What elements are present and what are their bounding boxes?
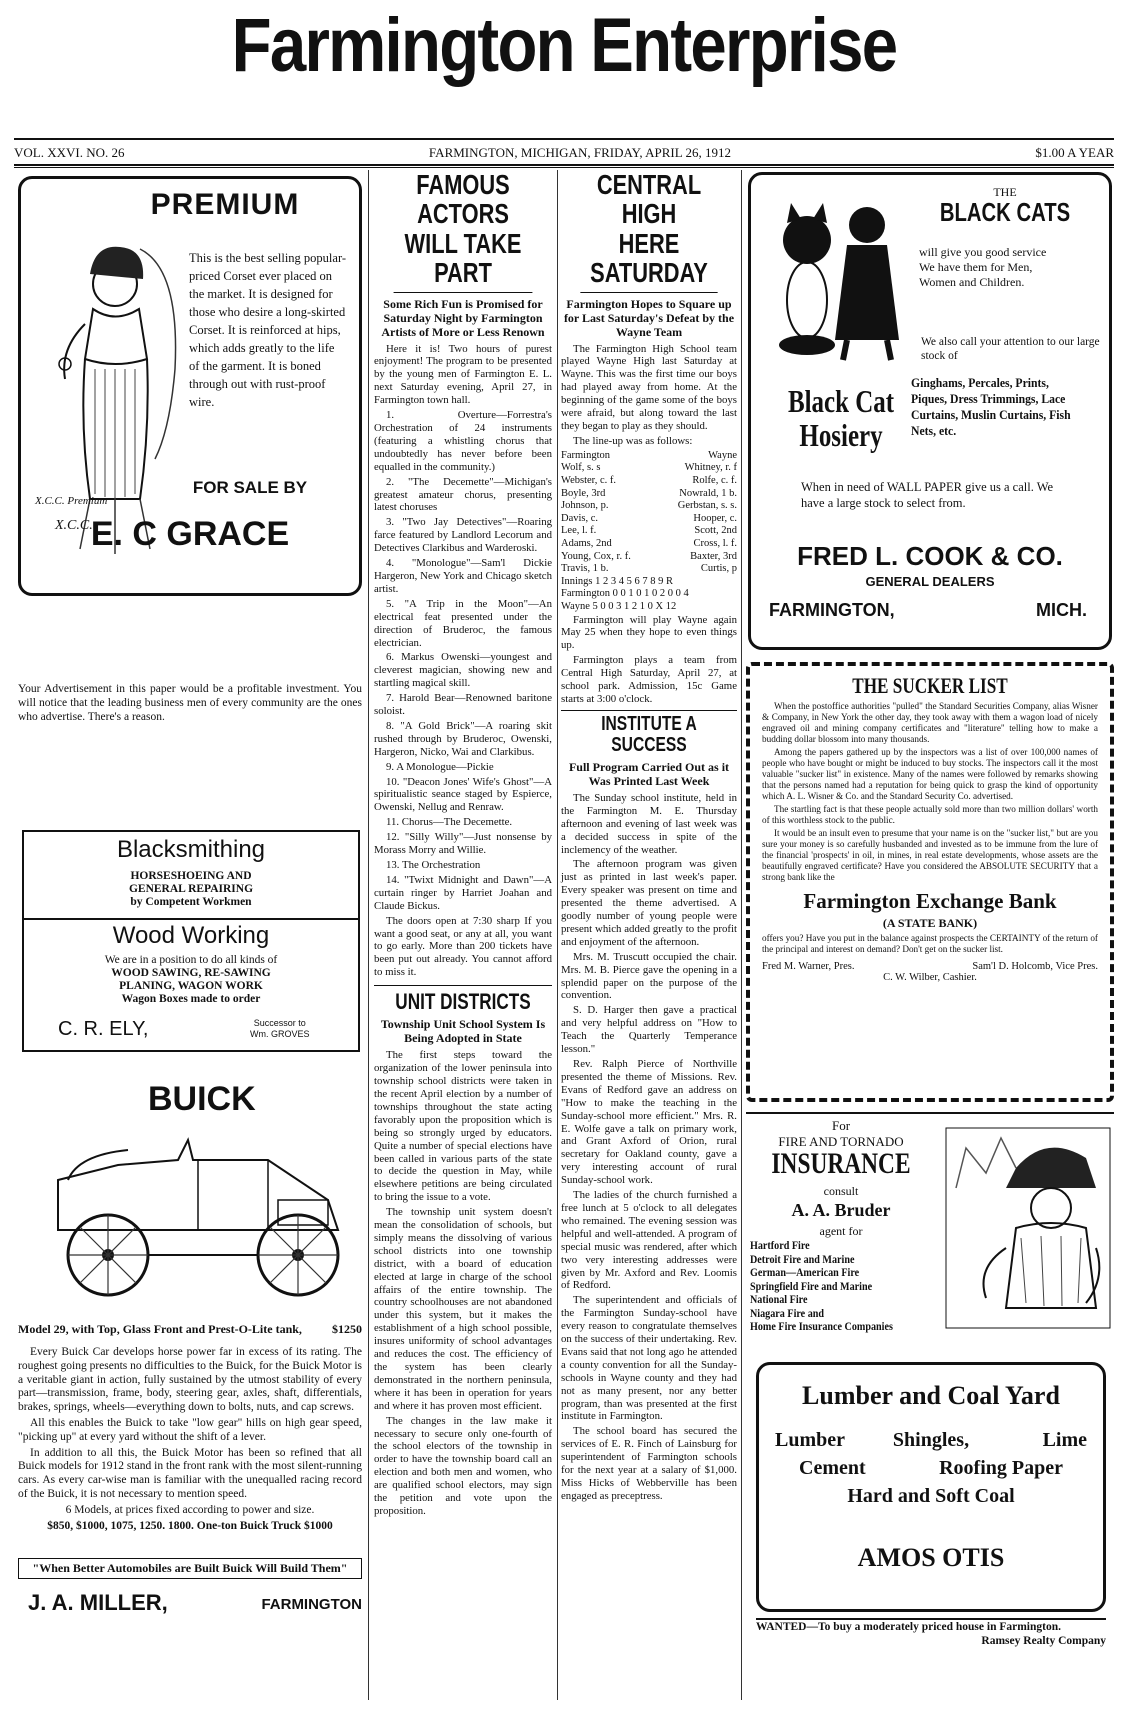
program-item: The doors open at 7:30 sharp If you want a good seat, or any at all, you want to go early. More than 200 tickets have been put out already. You cannot afford to miss it.: [374, 914, 552, 979]
actors-intro: Here it is! Two hours of purest enjoyment! The program to be presented by the young men of Farmington E. L. next Saturday evening, April 27, in Farmington town hall.: [374, 342, 552, 407]
buick-paragraph: In addition to all this, the Buick Motor has been so refined that all Buick models for 1912 stand in the front rank with the most silent-running cars. As every car-wise man is familiar with the unequalled racing record of the Buick, it is not necessary to mention speed.: [18, 1446, 362, 1500]
program-item: 2. "The Decemette"—Michigan's greatest amateur chorus, presenting latest choruses: [374, 475, 552, 514]
black-cats-intro: [919, 245, 1101, 290]
lineup-cell: Gerbstan, s. s.: [677, 500, 737, 512]
insurance-company: Home Fire Insurance Companies: [750, 1321, 893, 1333]
column-divider: [557, 170, 558, 1700]
buick-copy: [18, 1346, 362, 1535]
exchange-bank-sub: (A STATE BANK): [882, 916, 978, 931]
successor-note: [250, 1018, 310, 1040]
lumber-owner: AMOS OTIS: [857, 1543, 1005, 1572]
lumber-item-roofing: Roofing Paper: [939, 1457, 1063, 1479]
service-line: Wagon Boxes made to order: [121, 993, 261, 1005]
actors-headline: FAMOUS ACTORS: [416, 169, 510, 230]
sucker-paragraph: The startling fact is that these people actually sold more than two million dollars' worth of this worthless stock to the public.: [762, 804, 1098, 826]
corset-brand: X.C.C. Premium: [35, 495, 108, 507]
institute-paragraph: Mrs. M. Truscutt occupied the chair. Mrs. M. B. Pierce gave the opening in a splendid paper on the purpose of the convention.: [561, 950, 737, 1002]
divider: [24, 918, 358, 920]
insurance-for: For: [831, 1118, 851, 1133]
lineup-cell: Davis, c.: [561, 512, 599, 524]
program-item: 5. "A Trip in the Moon"—An electrical feat presented under the direction of Bruderoc, the famous electrician.: [374, 597, 552, 649]
blacksmith-owner: C. R. ELY,: [58, 1018, 149, 1040]
institute-paragraph: Rev. Ralph Pierce of Northville presented the theme of Missions. Rev. Evans of Redford gave an address on "How to make the teaching in the Sunday-school more efficient." Mrs. R. E. Wolfe gave a talk on primary work, and Grant Axford of Orion, rural secretary for Oakland county, gave a very interesting account of rural Sunday-school work.: [561, 1058, 737, 1187]
exchange-bank-name: Farmington Exchange Bank: [803, 889, 1057, 914]
program-item: 12. "Silly Willy"—Just nonsense by Morass Morry and Willie.: [374, 831, 552, 857]
column-divider: [741, 170, 742, 1700]
service-line: WOOD SAWING, RE-SAWING: [111, 967, 271, 979]
lumber-title: Lumber and Coal Yard: [802, 1381, 1060, 1410]
wanted-ad: [756, 1618, 1106, 1652]
black-cats-goods: Ginghams, Percales, Prints, Piques, Dress Trimmings, Lace Curtains, Muslin Curtains, Fish Nets, etc.: [911, 375, 1071, 438]
central-paragraph: Farmington plays a team from Central High Saturday, April 27, at school park. Admission, 15c Game starts at 3:00 o'clock.: [561, 654, 737, 705]
insurance-title: INSURANCE: [771, 1147, 911, 1180]
central-high-article: [561, 170, 737, 1630]
buick-car-illustration: [38, 1120, 358, 1310]
service-line: We are in a position to do all kinds of: [104, 954, 278, 966]
lineup-cell: Baxter, 3rd: [690, 550, 737, 562]
lineup-row: [561, 538, 737, 551]
institute-article: [561, 710, 737, 1503]
central-headline-2: HERE SATURDAY: [580, 229, 717, 293]
lineup-row: [561, 551, 737, 564]
model-description: Model 29, with Top, Glass Front and Prest-O-Lite tank,: [18, 1322, 302, 1336]
insurance-company: Springfield Fire and Marine: [750, 1280, 873, 1293]
sucker-paragraph: Among the papers gathered up by the inspectors was a list of over 100,000 names of people who have bought or might be induced to buy stocks. The inspectors call it the most valuable "sucker list" in existence. Many of the names were followed by remarks showing that the persons named had a reputation for being quick to grasp the kind of opportunity which A. L. Wisner & Co. and the Standard Security Co. advertised.: [762, 747, 1098, 802]
buick-town: FARMINGTON: [261, 1596, 362, 1613]
bank-vice-president: Sam'l D. Holcomb, Vice Pres.: [972, 961, 1098, 973]
insurance-company: National Fire: [750, 1294, 808, 1306]
lineup-cell: Adams, 2nd: [561, 537, 612, 549]
black-cats-stock: We also call your attention to our large stock of: [921, 336, 1100, 362]
lineup-cell: Curtis, p: [700, 563, 737, 575]
institute-headline: INSTITUTE A SUCCESS: [601, 712, 697, 756]
sucker-closing: offers you? Have you put in the balance against prospects the CERTAINTY of the return of the principal and interest on demand? Don't get on the sucker list.: [762, 933, 1098, 955]
sucker-paragraph: When the postoffice authorities "pulled" the Standard Securities Company, alias Wisner & Company, in New York the other day, they took away with them a wagon load of nicely engraved oil and mining company certificates and "literature" telling how to make a budding dollar blossom into many thousands.: [762, 701, 1098, 745]
wanted-text: WANTED—To buy a moderately priced house in Farmington.: [756, 1621, 1061, 1633]
intro-line: We have them for Men,: [919, 260, 1033, 274]
service-line: PLANING, WAGON WORK: [119, 980, 263, 992]
program-item: 13. The Orchestration: [386, 859, 481, 871]
issue-date: FARMINGTON, MICHIGAN, FRIDAY, APRIL 26, 1912: [428, 145, 731, 160]
buick-paragraph: All this enables the Buick to take "low gear" hills on high gear speed, "picking up" at every yard without the shift of a lever.: [18, 1416, 362, 1443]
bank-president: Fred M. Warner, Pres.: [762, 961, 855, 973]
bank-cashier: C. W. Wilber, Cashier.: [883, 972, 977, 984]
program-item: 14. "Twixt Midnight and Dawn"—A curtain ringer by Harriet Joahan and Claude Bickus.: [374, 873, 552, 912]
buick-prices-intro: 6 Models, at prices fixed according to power and size.: [65, 1503, 315, 1516]
insurance-ad: [746, 1112, 1114, 1362]
model-price: $1250: [332, 1322, 362, 1336]
lineup-team: Farmington: [561, 449, 610, 461]
lineup-intro: The line-up was as follows:: [573, 434, 693, 447]
program-item: 10. "Deacon Jones' Wife's Ghost"—A spiritualistic seance staged by Espierce, Owenski, Nellug and Renraw.: [374, 775, 552, 814]
actors-subhead: Some Rich Fun is Promised for Saturday Night by Farmington Artists of More or Less Renown: [381, 296, 545, 339]
premium-body: This is the best selling popular-priced Corset ever placed on the market. It is designed for those who desire a long-skirted Corset. It is reinforced at hips, which adds greatly to the life of the garment. It is boned through out with rust-proof wire.: [189, 251, 347, 409]
lumber-item-coal: Hard and Soft Coal: [847, 1485, 1015, 1507]
program-item: 4. "Monologue"—Sam'l Dickie Hargeron, New York and Chicago sketch artist.: [374, 557, 552, 595]
premium-seller: E. C GRACE: [90, 515, 290, 553]
lineup-table: [561, 450, 737, 614]
hosiery-brand-2: Hosiery: [799, 417, 883, 453]
lumber-item-lime: Lime: [1042, 1429, 1087, 1451]
institute-paragraph: The school board has secured the services of E. R. Finch of Lainsburg for superintendent of Farmington schools for the next year at a salary of $1,000. Miss Hicks of Webberville has been engaged as preceptress.: [561, 1425, 737, 1502]
central-body-2: [561, 614, 737, 706]
lineup-row: [561, 525, 737, 538]
bank-officers: [750, 955, 1110, 972]
actors-article: [374, 170, 552, 1630]
institute-body: [561, 792, 737, 1503]
black-cats-ad: [748, 172, 1112, 650]
lumber-item-cement: Cement: [799, 1457, 866, 1479]
program-item: 9. A Monologue—Pickie: [386, 760, 494, 773]
black-cats-title: BLACK CATS: [939, 197, 1071, 227]
lineup-cell: Travis, 1 b.: [561, 563, 609, 575]
volume-number: VOL. XXVI. NO. 26: [14, 145, 125, 160]
insurance-company: German—American Fire: [750, 1267, 860, 1279]
actors-headline-2: WILL TAKE PART: [394, 229, 533, 293]
woodworking-title: Wood Working: [112, 922, 270, 949]
lineup-row: [561, 513, 737, 526]
program-item: 11. Chorus—The Decemette.: [386, 816, 513, 829]
sucker-list-ad: [746, 662, 1114, 1102]
buick-title: BUICK: [148, 1080, 256, 1118]
lineup-team: Wayne: [708, 449, 737, 461]
institute-paragraph: The Sunday school institute, held in the Farmington M. E. Thursday afternoon and evening of last week was a decided success in spite of the inclemency of the weather.: [561, 791, 737, 856]
lumber-item-shingles: Shingles,: [892, 1429, 970, 1451]
lineup-cell: Whitney, r. f: [684, 462, 737, 474]
actors-body: [374, 343, 552, 980]
score-wayne: Wayne 5 0 0 3 1 2 1 0 X 12: [561, 600, 677, 612]
buick-slogan: "When Better Automobiles are Built Buick Will Build Them": [18, 1558, 362, 1579]
insurance-agent-for: agent for: [819, 1224, 863, 1238]
lineup-cell: Boyle, 3rd: [561, 487, 606, 499]
insurance-agent: A. A. Bruder: [791, 1200, 891, 1220]
lineup-cell: Scott, 2nd: [694, 525, 737, 537]
cook-town: FARMINGTON,: [769, 600, 895, 620]
lineup-cell: Rolfe, c. f.: [692, 475, 737, 486]
sucker-body: [750, 697, 1110, 883]
central-headline: CENTRAL HIGH: [596, 169, 702, 230]
unit-body: [374, 1049, 552, 1518]
masthead-rule: [14, 165, 1114, 168]
program-item: 7. Harold Bear—Renowned baritone soloist.: [374, 692, 552, 718]
newspaper-title: Farmington Enterprise: [231, 3, 897, 88]
successor-label: Successor to: [253, 1018, 306, 1028]
institute-paragraph: S. D. Harger then gave a practical and very helpful address on "How to Teach the Quarterly Temperance lesson.": [561, 1004, 737, 1056]
lineup-row: [561, 488, 737, 501]
predecessor-name: Wm. GROVES: [250, 1029, 310, 1039]
institute-subhead: Full Program Carried Out as it Was Printed Last Week: [568, 759, 730, 788]
cook-state: MICH.: [1036, 600, 1087, 620]
score-farmington: Farmington 0 0 1 0 1 0 2 0 0 4: [561, 588, 689, 600]
premium-corset-ad: [18, 176, 362, 596]
central-subhead: Farmington Hopes to Square up for Last Saturday's Defeat by the Wayne Team: [563, 296, 735, 339]
insurance-company: Hartford Fire: [750, 1240, 810, 1252]
program-item: 3. "Two Jay Detectives"—Roaring farce featured by Landlord Lecorum and Detectives Clarkibus and Warderoski.: [374, 516, 552, 555]
intro-line: Women and Children.: [919, 275, 1025, 289]
central-body: [561, 343, 737, 448]
program-item: 1. Overture—Forrestra's Orchestration of 24 instruments (featuring a whistling chorus that undoubtedly has never before been equalled in the community.): [374, 409, 552, 473]
lineup-cell: Webster, c. f.: [561, 475, 617, 486]
hosiery-brand: Black Cat: [787, 383, 895, 419]
advertise-note: Your Advertisement in this paper would be a profitable investment. You will notice that the leading business men of every community are the ones who advertise. There's a reason.: [18, 683, 362, 723]
lineup-cell: Wolf, s. s: [561, 462, 601, 474]
insurance-company: Detroit Fire and Marine: [750, 1253, 855, 1266]
sucker-title: THE SUCKER LIST: [852, 673, 1008, 698]
dateline-bar: [14, 138, 1114, 165]
premium-title: PREMIUM: [150, 188, 300, 221]
lumber-coal-ad: [756, 1362, 1106, 1612]
unit-paragraph: The township unit system doesn't mean the consolidation of schools, but simply means the dissolving of various school districts into one township district, with a board of education elected at large in charge of the school affairs of the entire township. The country schoolhouses are not abandoned under this system, but it makes the establishment of a high school possible, insures uniformity of school advantages and reduces the cost. The efficiency of the system has been clearly demonstrated in the northern peninsula, where it has been in operation for years and where it has proven most efficient.: [374, 1206, 552, 1412]
cook-dealer: FRED L. COOK & CO.: [797, 541, 1063, 571]
lineup-cell: Cross, l. f.: [693, 537, 737, 549]
lineup-cell: Nowrald, 1 b.: [679, 487, 737, 499]
lineup-row: [561, 462, 737, 475]
buick-ad: [18, 1070, 362, 1630]
fireman-illustration: [946, 1128, 1110, 1328]
program-item: 8. "A Gold Brick"—A roaring skit rushed through by Bruderoc, Owenski, Hargeron, Nicko, Wai and Clarkibus.: [374, 719, 552, 758]
insurance-company: Niagara Fire and: [750, 1307, 825, 1320]
black-cats-the: THE: [993, 185, 1017, 199]
unit-paragraph: The first steps toward the organization of the lower peninsula into township school districts were taken in the recent April election by a number of townships throughout the state acting favorably upon the proposition which is being so strongly urged by educators. Quite a number of special elections have been called in various parts of the state to decide the question in May, while elsewhere petitions are being circulated to bring the issue to a vote.: [374, 1049, 552, 1204]
column-divider: [368, 170, 369, 1700]
wanted-agency: Ramsey Realty Company: [981, 1635, 1106, 1647]
institute-paragraph: The afternoon program was given just as printed in last week's paper. Every speaker was present on time and presented the theme advertised. A goodly number of young people were present which added greatly to the profit and enjoyment of the afternoon.: [561, 858, 737, 948]
unit-subhead: Township Unit School System Is Being Adopted in State: [380, 1017, 546, 1046]
buick-model-line: [18, 1322, 362, 1337]
insurance-consult: consult: [823, 1184, 859, 1198]
service-line: HORSESHOEING AND: [130, 870, 252, 882]
wallpaper-note: When in need of WALL PAPER give us a call. We have a large stock to select from.: [801, 480, 1054, 510]
lineup-cell: Hooper, c.: [693, 512, 737, 524]
lumber-item-lumber: Lumber: [775, 1429, 845, 1451]
subscription-price: $1.00 A YEAR: [1035, 145, 1114, 160]
unit-paragraph: The changes in the law make it necessary to secure only one-fourth of the school electors of the township in order to have the township board call an election and both men and women, who are qualified school electors, may sign the petition and vote upon the proposition.: [374, 1414, 552, 1517]
lineup-row: [561, 500, 737, 513]
central-paragraph: Farmington will play Wayne again May 25 when they hope to even things up.: [561, 613, 737, 652]
lineup-cell: Lee, l. f.: [561, 525, 597, 537]
lineup-header: [561, 450, 737, 463]
buick-prices: $850, $1000, 1075, 1250. 1800. One-ton Buick Truck $1000: [47, 1519, 333, 1532]
lineup-row: [561, 475, 737, 488]
intro-line: will give you good service: [919, 245, 1047, 259]
institute-paragraph: The superintendent and officials of the Farmington Sunday-school have every reason to congratulate themselves on the success of their undertaking. Rev. Evans said that not long ago he attended a county convention for all the Sunday-schools in Wayne county and they had not as many present, nor any better program, than was presented at the first institute in Farmington.: [561, 1294, 737, 1423]
black-cat-illustration: [777, 195, 907, 365]
unit-headline: UNIT DISTRICTS: [395, 989, 531, 1015]
unit-article: [374, 985, 552, 1518]
insurance-type: FIRE AND TORNADO: [778, 1134, 904, 1149]
for-sale-by: FOR SALE BY: [192, 478, 308, 497]
cook-dealer-sub: GENERAL DEALERS: [865, 574, 995, 589]
buick-dealer: J. A. MILLER,: [28, 1590, 168, 1615]
score-innings: Innings 1 2 3 4 5 6 7 8 9 R: [561, 575, 674, 587]
program-item: 6. Markus Owenski—youngest and cleverest magician, showing new and startling magical skill.: [374, 651, 552, 690]
sucker-paragraph: It would be an insult even to presume that your name is on the "sucker list," but are you sure your money is so carefully husbanded and invested as to be immune from the lure of the financial 'prospects' in oil, in mines, in real estate developments, whose assets are the beautifully engraved certificate? Have you considered the ABSOLUTE SECURITY that a strong bank like the: [762, 828, 1098, 883]
svg-text:X.C.C.: X.C.C.: [55, 518, 93, 533]
woodworking-services: [24, 954, 358, 1006]
central-paragraph: The Farmington High School team played Wayne High last Saturday at Wayne. This was the first time our boys had played away from home. At the beginning of the game some of the boys were afraid, but along toward the last they began to play as they should.: [561, 342, 737, 432]
blacksmith-services: [24, 870, 358, 909]
lineup-cell: Johnson, p.: [561, 500, 609, 512]
service-line: by Competent Workmen: [130, 896, 252, 908]
lineup-cell: Young, Cox, r. f.: [561, 550, 631, 562]
masthead: [0, 0, 1128, 160]
blacksmith-ad: [22, 830, 360, 1052]
blacksmith-title: Blacksmithing: [116, 836, 266, 863]
lineup-row: [561, 563, 737, 576]
insurance-companies: [750, 1240, 926, 1335]
buick-paragraph: Every Buick Car develops horse power far in excess of its rating. The roughest going presents no difficulties to the Buick, for the Buick Motor is a veritable giant in action, fully sustained by the utmost stability of every part—transmission, frame, body, steering gear, axles, shaft, differentials, brakes, springs, wheels—everything down to bolts, nuts, and cap screws.: [18, 1346, 362, 1414]
institute-paragraph: The ladies of the church furnished a free lunch at 5 o'clock to all delegates who remained. The evening session was helpful and well-attended. A program of special music was rendered, after which two very interesting addresses were given by Mr. Axford and Rev. Loomis of Redford.: [561, 1189, 737, 1292]
service-line: GENERAL REPAIRING: [128, 883, 254, 895]
